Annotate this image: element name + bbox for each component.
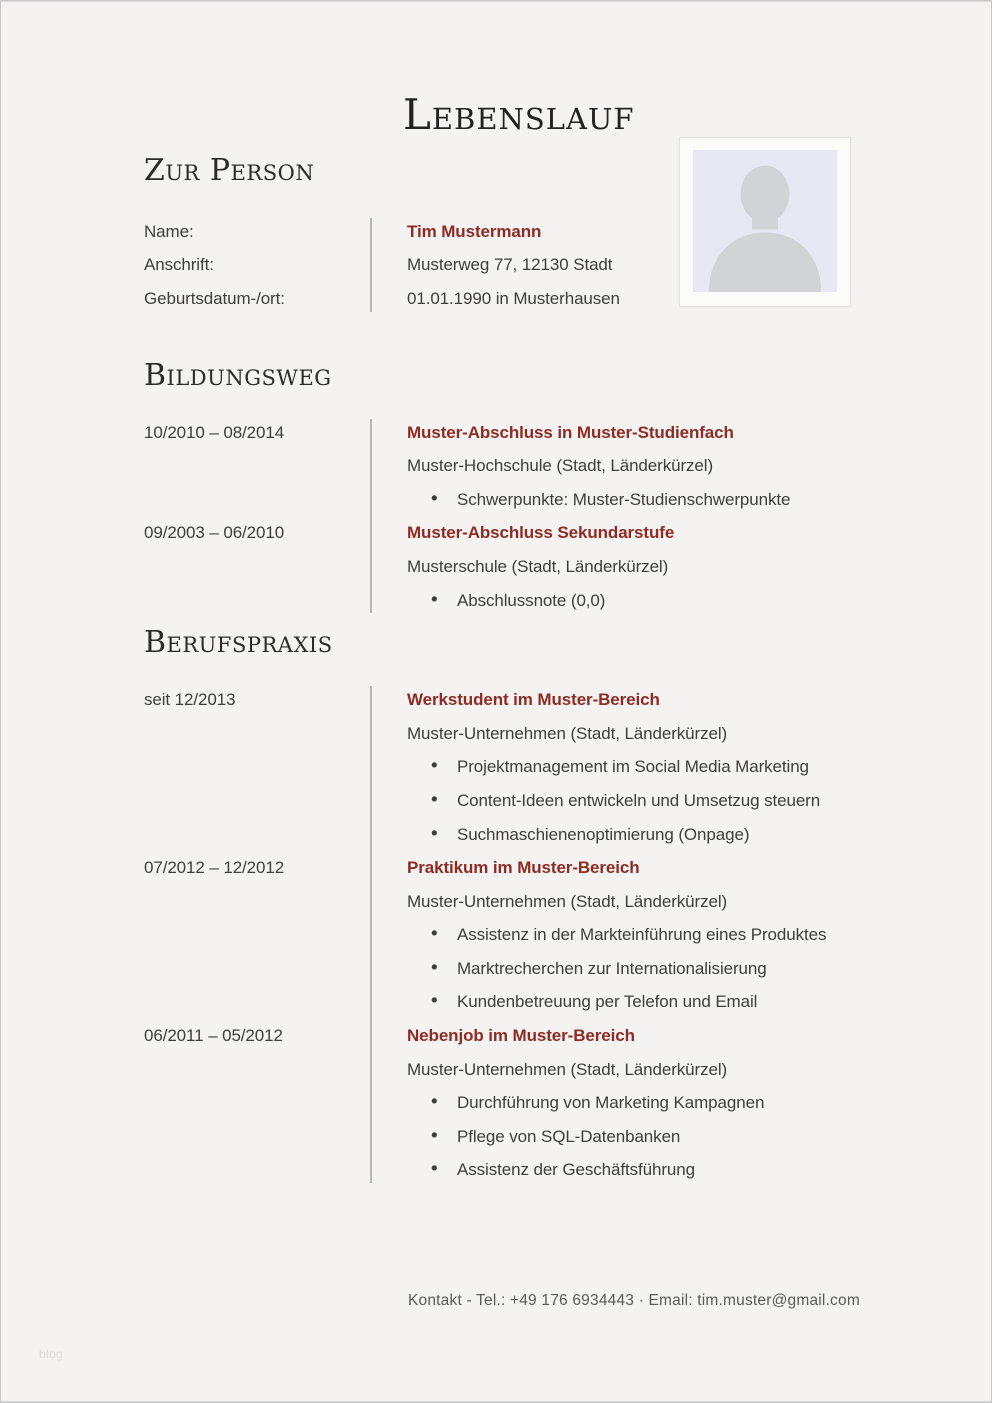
section-entries [144,416,904,618]
entry-title: Muster-Abschluss in Muster-Studienfach [407,422,734,442]
person-label-geburtsdatum: Geburtsdatum-/ort: [144,288,285,308]
cv-entry [144,1019,904,1187]
cv-entry [144,683,904,851]
column-divider-line [370,218,372,312]
person-label-anschrift: Anschrift: [144,255,214,275]
entry-title: Praktikum im Muster-Bereich [407,858,640,878]
page-title: Lebenslauf [403,90,635,139]
entry-title: Muster-Abschluss Sekundarstufe [407,523,675,543]
person-row [144,249,904,283]
entry-body [370,416,904,517]
entry-bullets [407,483,904,517]
person-row [144,215,904,249]
entry-body [370,1019,904,1187]
person-grid [144,215,904,316]
person-value-anschrift: Musterweg 77, 12130 Stadt [407,255,613,275]
entry-subtitle: Muster-Hochschule (Stadt, Länderkürzel) [407,456,714,476]
person-value-name: Tim Mustermann [407,221,542,241]
entry-subtitle: Musterschule (Stadt, Länderkürzel) [407,556,669,576]
bullet-item: • Projektmanagement im Social Media Marketing [407,751,904,785]
person-label-name: Name: [144,221,194,241]
entry-bullets [407,751,904,852]
bullet-item: • Pflege von SQL-Datenbanken [407,1120,904,1154]
cv-entry [144,851,904,1019]
entry-title: Nebenjob im Muster-Bereich [407,1026,635,1046]
entry-period: 10/2010 – 08/2014 [144,422,285,442]
person-value-geburtsdatum: 01.01.1990 in Musterhausen [407,288,620,308]
cv-sections [144,359,904,1187]
content-column [144,146,904,1312]
entry-period: 07/2012 – 12/2012 [144,858,285,878]
cv-section [144,626,904,1187]
person-row [144,282,904,316]
entry-period: seit 12/2013 [144,690,236,710]
cv-entry [144,416,904,517]
entry-bullets [407,1086,904,1187]
entry-subtitle: Muster-Unternehmen (Stadt, Länderkürzel) [407,891,728,911]
entry-title: Werkstudent im Muster-Bereich [407,690,660,710]
section-heading-bildungsweg: Bildungsweg [144,357,332,393]
column-divider-line [370,419,372,614]
entry-bullets [407,584,904,618]
bullet-item: • Assistenz in der Markteinführung eines Produktes [407,919,904,953]
bullet-item: • Abschlussnote (0,0) [407,584,904,618]
entry-bullets [407,919,904,1020]
bullet-item: • Assistenz der Geschäftsführung [407,1154,904,1188]
column-divider-line [370,686,372,1183]
entry-body [370,851,904,1019]
watermark-blog: blog [39,1347,63,1361]
bullet-item: • Schwerpunkte: Muster-Studienschwerpunkte [407,483,904,517]
cv-entry [144,517,904,618]
bullet-item: • Content-Ideen entwickeln und Umsetzug steuern [407,784,904,818]
footer-contact: Kontakt - Tel.: +49 176 6934443 · Email: tim.muster@gmail.com [408,1292,860,1310]
entry-period: 09/2003 – 06/2010 [144,523,285,543]
bullet-item: • Marktrecherchen zur Internationalisierung [407,952,904,986]
entry-body [370,683,904,851]
entry-body [370,517,904,618]
entry-subtitle: Muster-Unternehmen (Stadt, Länderkürzel) [407,1059,728,1079]
section-entries [144,683,904,1187]
bullet-item: • Kundenbetreuung per Telefon und Email [407,986,904,1020]
entry-subtitle: Muster-Unternehmen (Stadt, Länderkürzel) [407,723,728,743]
entry-period: 06/2011 – 05/2012 [144,1026,283,1046]
section-heading-berufspraxis: Berufspraxis [144,625,333,661]
section-heading-zur-person: Zur Person [144,153,315,188]
cv-section [144,359,904,618]
bullet-item: • Suchmaschienenoptimierung (Onpage) [407,818,904,852]
bullet-item: • Durchführung von Marketing Kampagnen [407,1086,904,1120]
